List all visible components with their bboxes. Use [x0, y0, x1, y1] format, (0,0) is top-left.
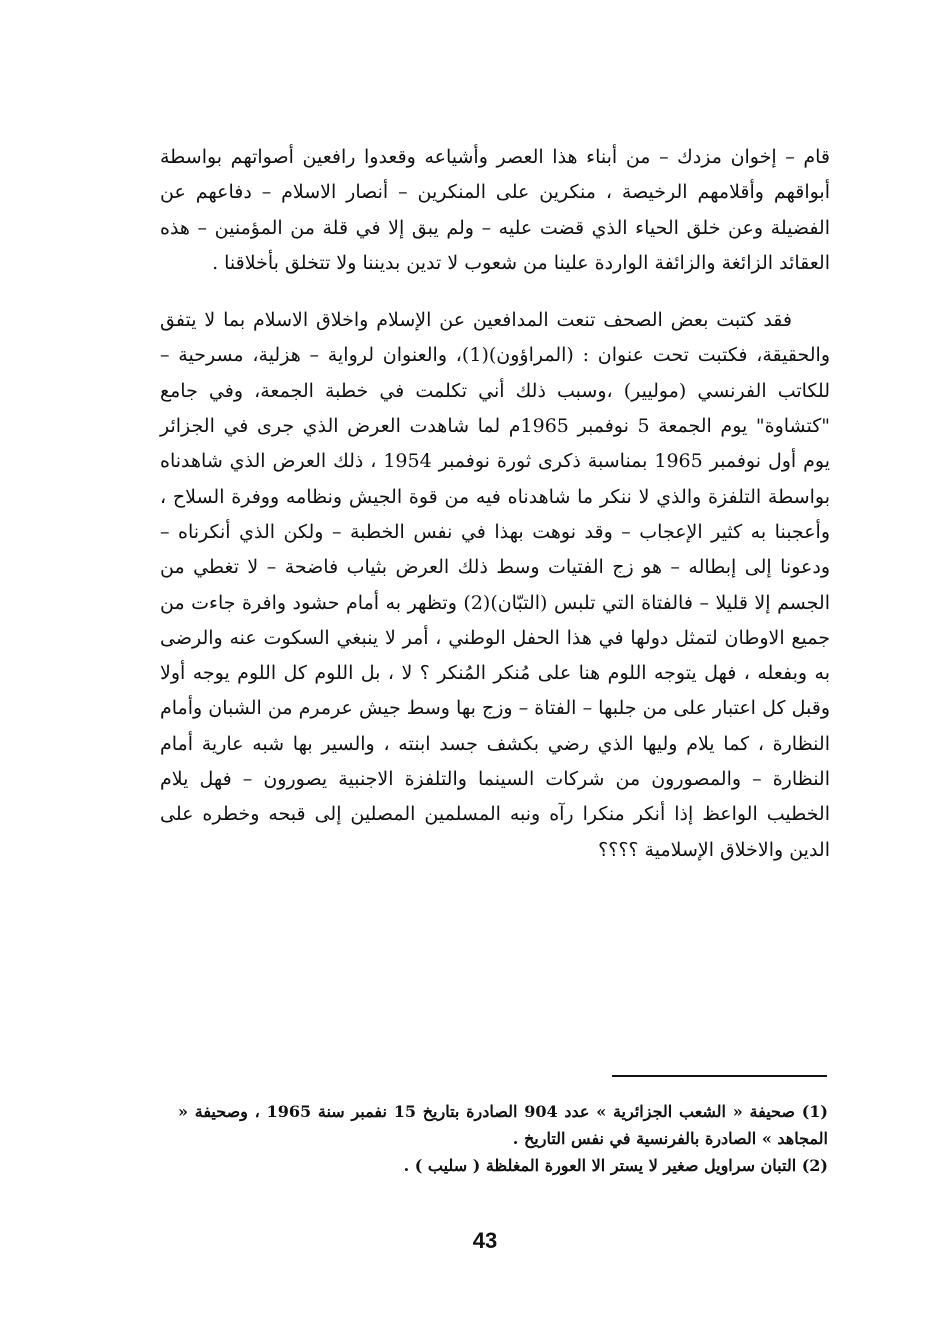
paragraph-1: قام – إخوان مزدك – من أبناء هذا العصر وأشياعه وقعدوا رافعين أصواتهم بواسطة أبواقهم وأقلامهم الرخيصة ، منكرين على المنكرين – أنصار الاسلام – دفاعهم عن الفضيلة وعن خلق الحياء الذي قضت عليه – ولم يبق إلا في قلة من المؤمنين – هذه العقائد الزائغة والزائفة الواردة علينا من شعوب لا تدين بديننا ولا تتخلق بأخلاقنا . — [160, 146, 830, 274]
body-text — [160, 140, 830, 868]
footnote-divider — [612, 1075, 827, 1077]
paragraph-2: فقد كتبت بعض الصحف تنعت المدافعين عن الإسلام واخلاق الاسلام بما لا يتفق والحقيقة، فكتبت تحت عنوان : (المراؤون)(1)، والعنوان لرواية – هزلية، مسرحية – للكاتب الفرنسي (موليير) ،وسبب ذلك أني تكلمت في خطبة الجمعة، وفي جامع "كتشاوة" يوم الجمعة 5 نوفمبر 1965م لما شاهدت العرض الذي جرى في الجزائر يوم أول نوفمبر 1965 بمناسبة ذكرى ثورة نوفمبر 1954 ، ذلك العرض الذي شاهدناه بواسطة التلفزة والذي لا ننكر ما شاهدناه فيه من قوة الجيش ونظامه ووفرة السلاح ، وأعجبنا به كثير الإعجاب – وقد نوهت بهذا في نفس الخطبة – ولكن الذي أنكرناه – ودعونا إلى إبطاله – هو زج الفتيات وسط ذلك العرض بثياب فاضحة – لا تغطي من الجسم إلا قليلا – فالفتاة التي تلبس (التبّان)(2) وتظهر به أمام حشود وافرة جاءت من جميع الاوطان لتمثل دولها في هذا الحفل الوطني ، أمر لا ينبغي السكوت عنه والرضى به وبفعله ، فهل يتوجه اللوم هنا على مُنكر المُنكر ؟ لا ، بل اللوم كل اللوم يوجه أولا وقبل كل اعتبار على من جلبها – الفتاة – وزج بها وسط جيش عرمرم من الشبان وأمام النظارة ، كما يلام وليها الذي رضي بكشف جسد ابنته ، والسير بها شبه عارية أمام النظارة – والمصورون من شركات السينما والتلفزة الاجنبية يصورون – فهل يلام الخطيب الواعظ إذا أنكر منكرا رآه ونبه المسلمين المصلين إلى قبحه وخطره على الدين والاخلاق الإسلامية ؟؟؟؟ — [160, 309, 831, 861]
page-number: 43 — [472, 1228, 498, 1253]
footnotes — [178, 1098, 828, 1179]
footnote-1: (1) صحيفة « الشعب الجزائرية » عدد 904 الصادرة بتاريخ 15 نفمبر سنة 1965 ، وصحيفة « المجاهد » الصادرة بالفرنسية في نفس التاريخ . — [178, 1102, 828, 1148]
footnote-2: (2) التبان سراويل صغير لا يستر الا العورة المغلظة ( سليب ) . — [403, 1156, 828, 1175]
